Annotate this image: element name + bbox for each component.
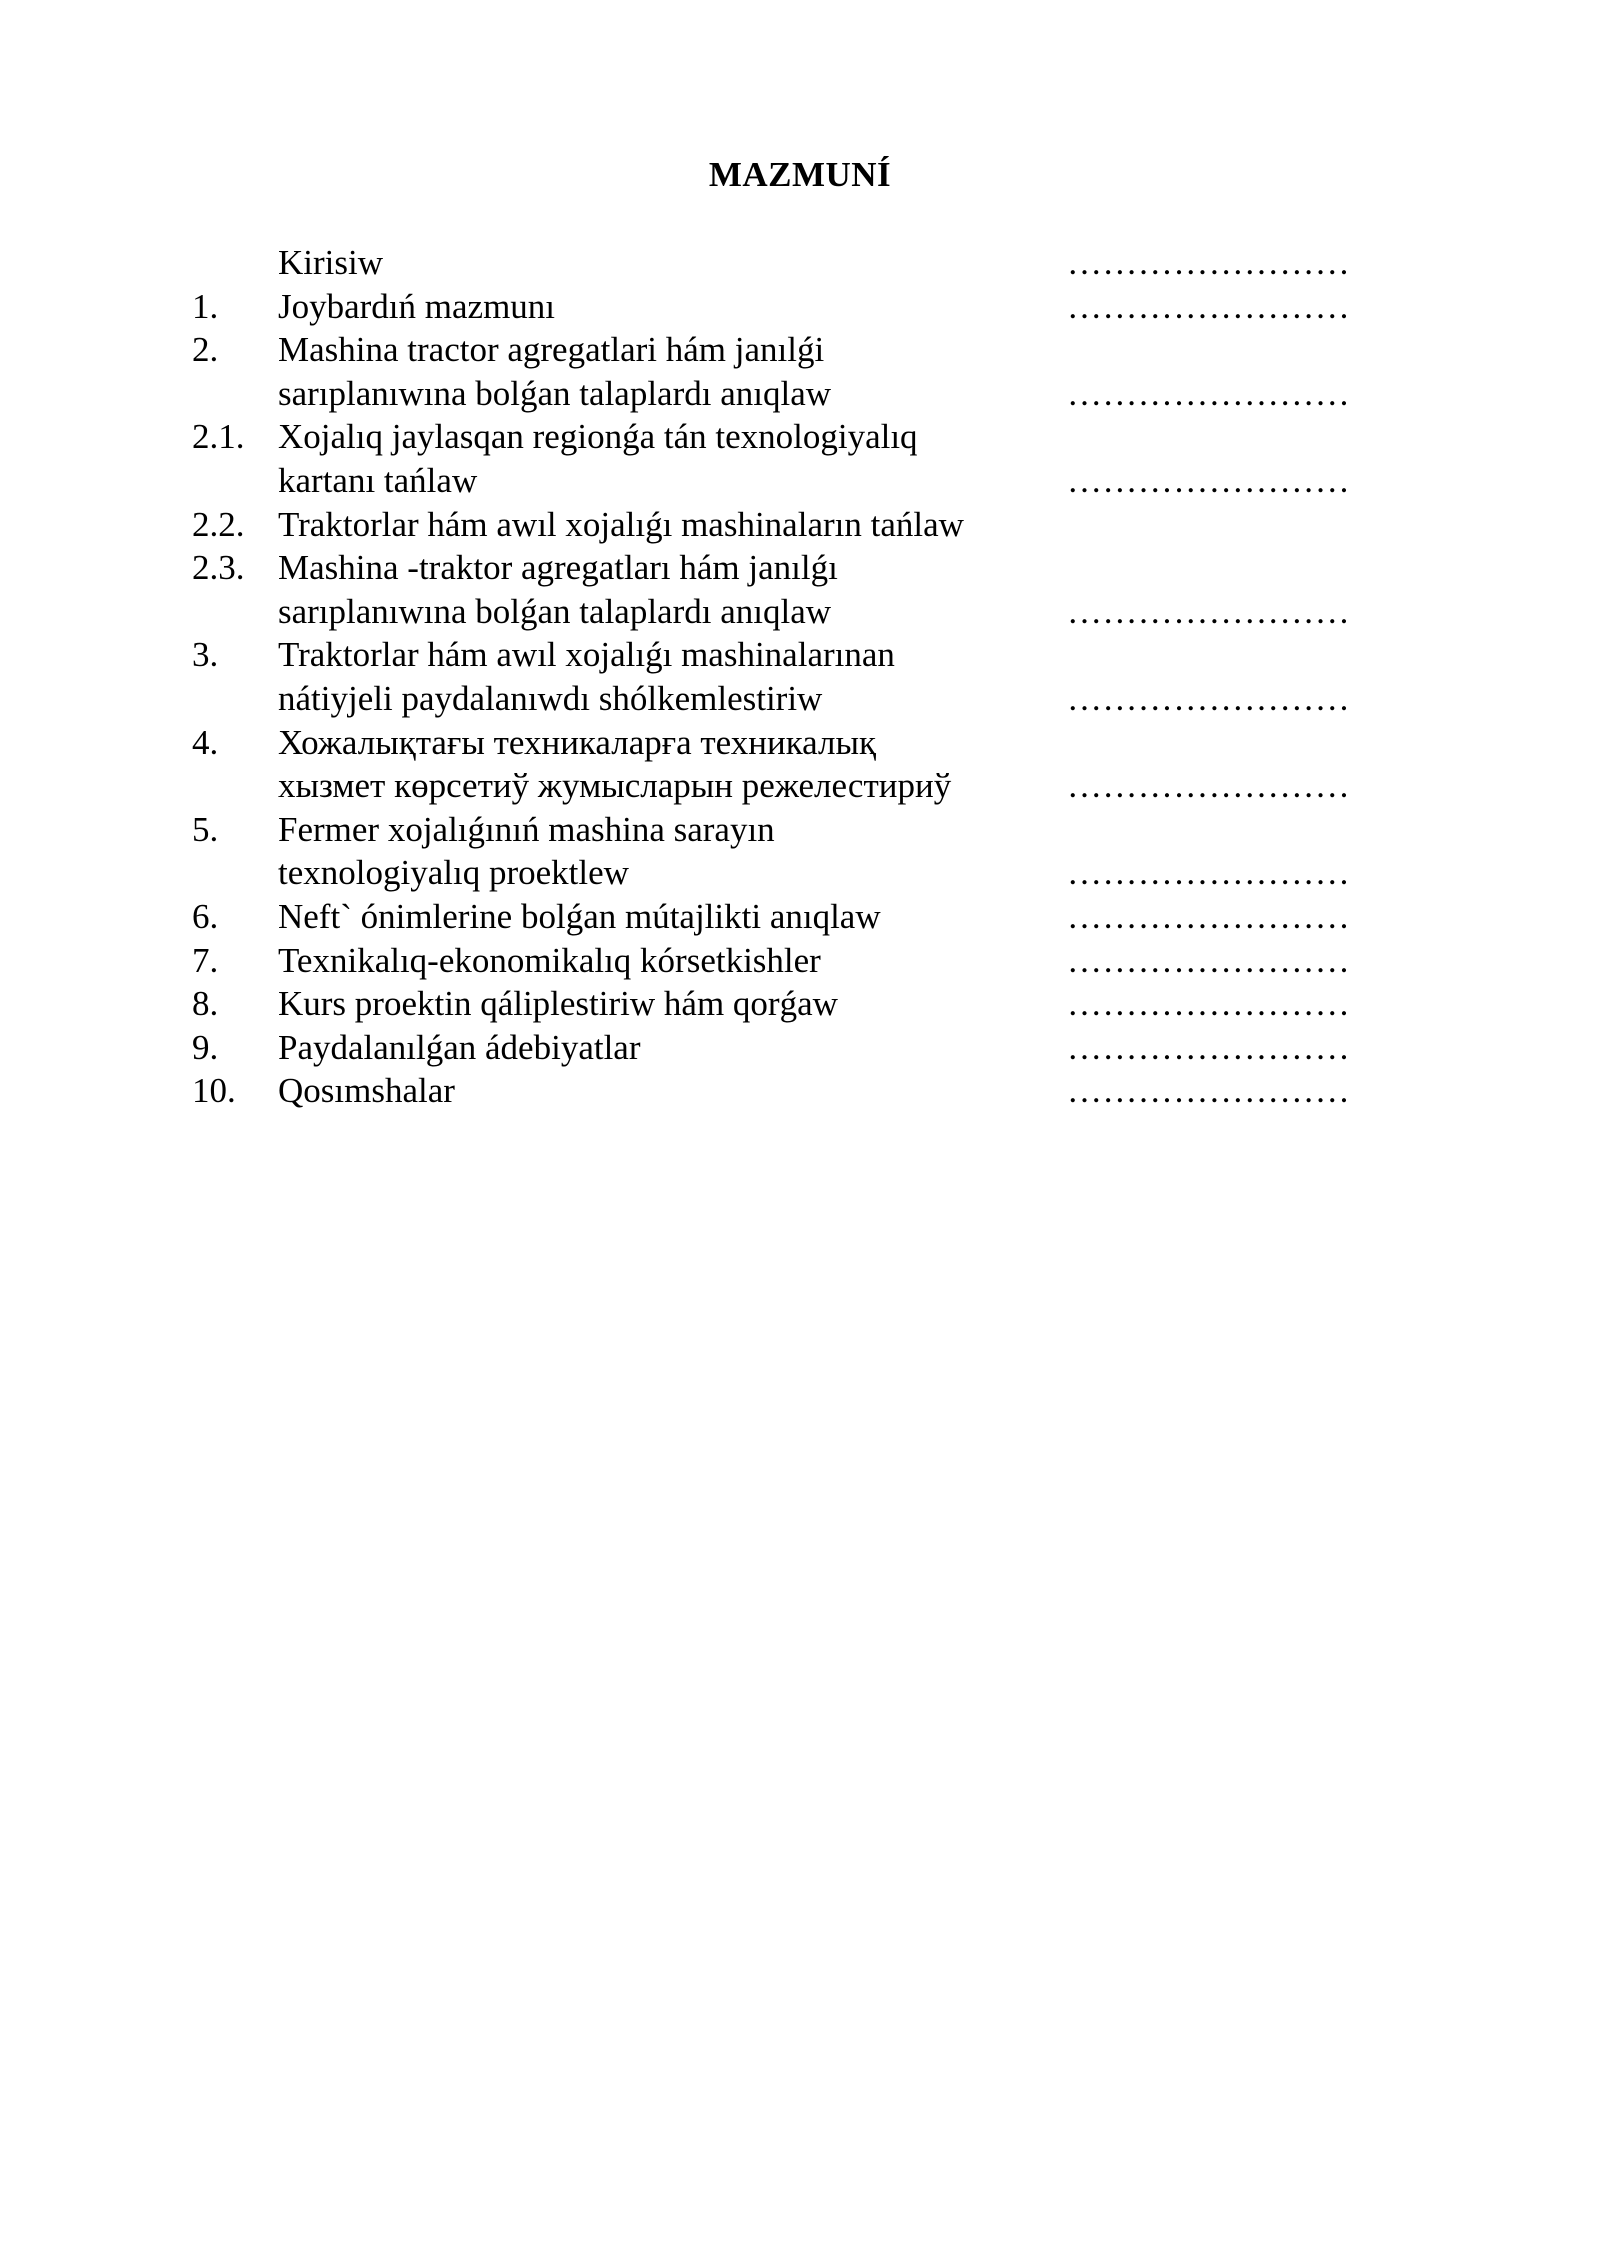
toc-entry-title-line: sarıplanıwına bolǵan talaplardı anıqlaw: [278, 373, 832, 413]
toc-entry-number: 7.: [192, 940, 219, 980]
toc-entry-title-line: Joybardıń mazmunı: [278, 286, 556, 326]
toc-entry: [0, 1069, 1600, 1113]
toc-entry-title-line: texnologiyalıq proektlew: [278, 853, 629, 893]
toc-entry: [0, 546, 1600, 633]
toc-entry-title-line: Хожалықтағы техникаларға техникалық: [278, 722, 877, 762]
toc-entry-title: [278, 328, 1058, 415]
toc-entry-title: [278, 895, 1058, 939]
toc-entry-title-line: хызмет көрсетиў жумысларын режелестириў: [278, 766, 952, 806]
toc-entry-number: 2.2.: [192, 504, 245, 544]
toc-entry-number: 1.: [192, 286, 219, 326]
toc-entry-dot-leader: ……………………: [1067, 243, 1351, 282]
toc-entry-title: [278, 808, 1058, 895]
toc-entry-number: 2.3.: [192, 548, 245, 588]
toc-entry-title-line: Traktorlar hám awıl xojalıǵı mashinaların tańlaw: [278, 504, 964, 544]
toc-entry-dot-leader: ……………………: [1067, 896, 1351, 936]
toc-entry: [0, 415, 1600, 502]
toc-entry-dot-leader: ……………………: [1067, 286, 1351, 326]
toc-entry-number: 10.: [192, 1071, 236, 1111]
toc-entry-title: [278, 546, 1058, 633]
toc-entry-title: [278, 1026, 1058, 1070]
toc-entry-number: 2.: [192, 330, 219, 370]
toc-entry-title: [278, 633, 1058, 720]
toc-entry: [0, 328, 1600, 415]
toc-entry-dot-leader: ……………………: [1067, 678, 1351, 718]
page-title: MAZMUNÍ: [708, 155, 892, 194]
table-of-contents: [0, 241, 1600, 1113]
toc-entry-number: 4.: [192, 722, 219, 762]
toc-entry-title-line: Xojalıq jaylasqan regionǵa tán texnologiyalıq: [278, 417, 918, 457]
toc-entry-title-line: Texnikalıq-ekonomikalıq kórsetkishler: [278, 940, 821, 980]
toc-entry-dot-leader: ……………………: [1067, 591, 1351, 631]
toc-entry-title-line: Kurs proektin qáliplestiriw hám qorǵaw: [278, 984, 838, 1024]
toc-entry-dot-leader: ……………………: [1067, 853, 1351, 893]
toc-entry-title: [278, 721, 1058, 808]
toc-entry: [0, 503, 1600, 547]
toc-entry-dot-leader: ……………………: [1067, 1071, 1351, 1111]
toc-entry-number: 3.: [192, 635, 219, 675]
toc-entry-title-line: Kirisiw: [278, 243, 383, 282]
toc-entry: [0, 721, 1600, 808]
toc-entry: [0, 939, 1600, 983]
toc-entry-number: 2.1.: [192, 417, 245, 457]
toc-entry-title-line: Mashina tractor agregatlari hám janılǵi: [278, 330, 825, 370]
toc-entry: [0, 633, 1600, 720]
toc-entry-dot-leader: ……………………: [1067, 1027, 1351, 1067]
toc-entry: [0, 895, 1600, 939]
toc-entry-dot-leader: ……………………: [1067, 766, 1351, 806]
toc-entry: [0, 808, 1600, 895]
toc-entry-title-line: Traktorlar hám awıl xojalıǵı mashinalarınan: [278, 635, 895, 675]
toc-entry-title-line: Neft` ónimlerine bolǵan mútajlikti anıqlaw: [278, 896, 881, 936]
toc-entry: [0, 1026, 1600, 1070]
toc-entry-number: 9.: [192, 1027, 219, 1067]
toc-entry-number: 5.: [192, 809, 219, 849]
toc-entry-number: 6.: [192, 896, 219, 936]
toc-entry: [0, 285, 1600, 329]
toc-entry-title: [278, 285, 1058, 329]
toc-entry-dot-leader: ……………………: [1067, 940, 1351, 980]
toc-entry-title-line: Fermer xojalıǵınıń mashina sarayın: [278, 809, 775, 849]
toc-entry-title-line: kartanı tańlaw: [278, 460, 478, 500]
toc-entry-title-line: Qosımshalar: [278, 1071, 455, 1111]
toc-entry-dot-leader: ……………………: [1067, 460, 1351, 500]
toc-entry-dot-leader: ……………………: [1067, 373, 1351, 413]
toc-entry-number: 8.: [192, 984, 219, 1024]
toc-entry-title: [278, 415, 1058, 502]
toc-entry-dot-leader: ……………………: [1067, 984, 1351, 1024]
toc-entry-title-line: Paydalanılǵan ádebiyatlar: [278, 1027, 641, 1067]
toc-entry-title: [278, 982, 1058, 1026]
toc-entry-title-line: Mashina -traktor agregatları hám janılǵı: [278, 548, 838, 588]
toc-entry-title-line: sarıplanıwına bolǵan talaplardı anıqlaw: [278, 591, 832, 631]
toc-entry-title: [278, 939, 1058, 983]
toc-entry-title: [278, 1069, 1058, 1113]
toc-entry: [0, 982, 1600, 1026]
toc-entry-title: [278, 241, 1058, 285]
toc-entry: [0, 241, 1600, 285]
toc-entry-title: [278, 503, 1058, 547]
toc-entry-title-line: nátiyjeli paydalanıwdı shólkemlestiriw: [278, 678, 823, 718]
